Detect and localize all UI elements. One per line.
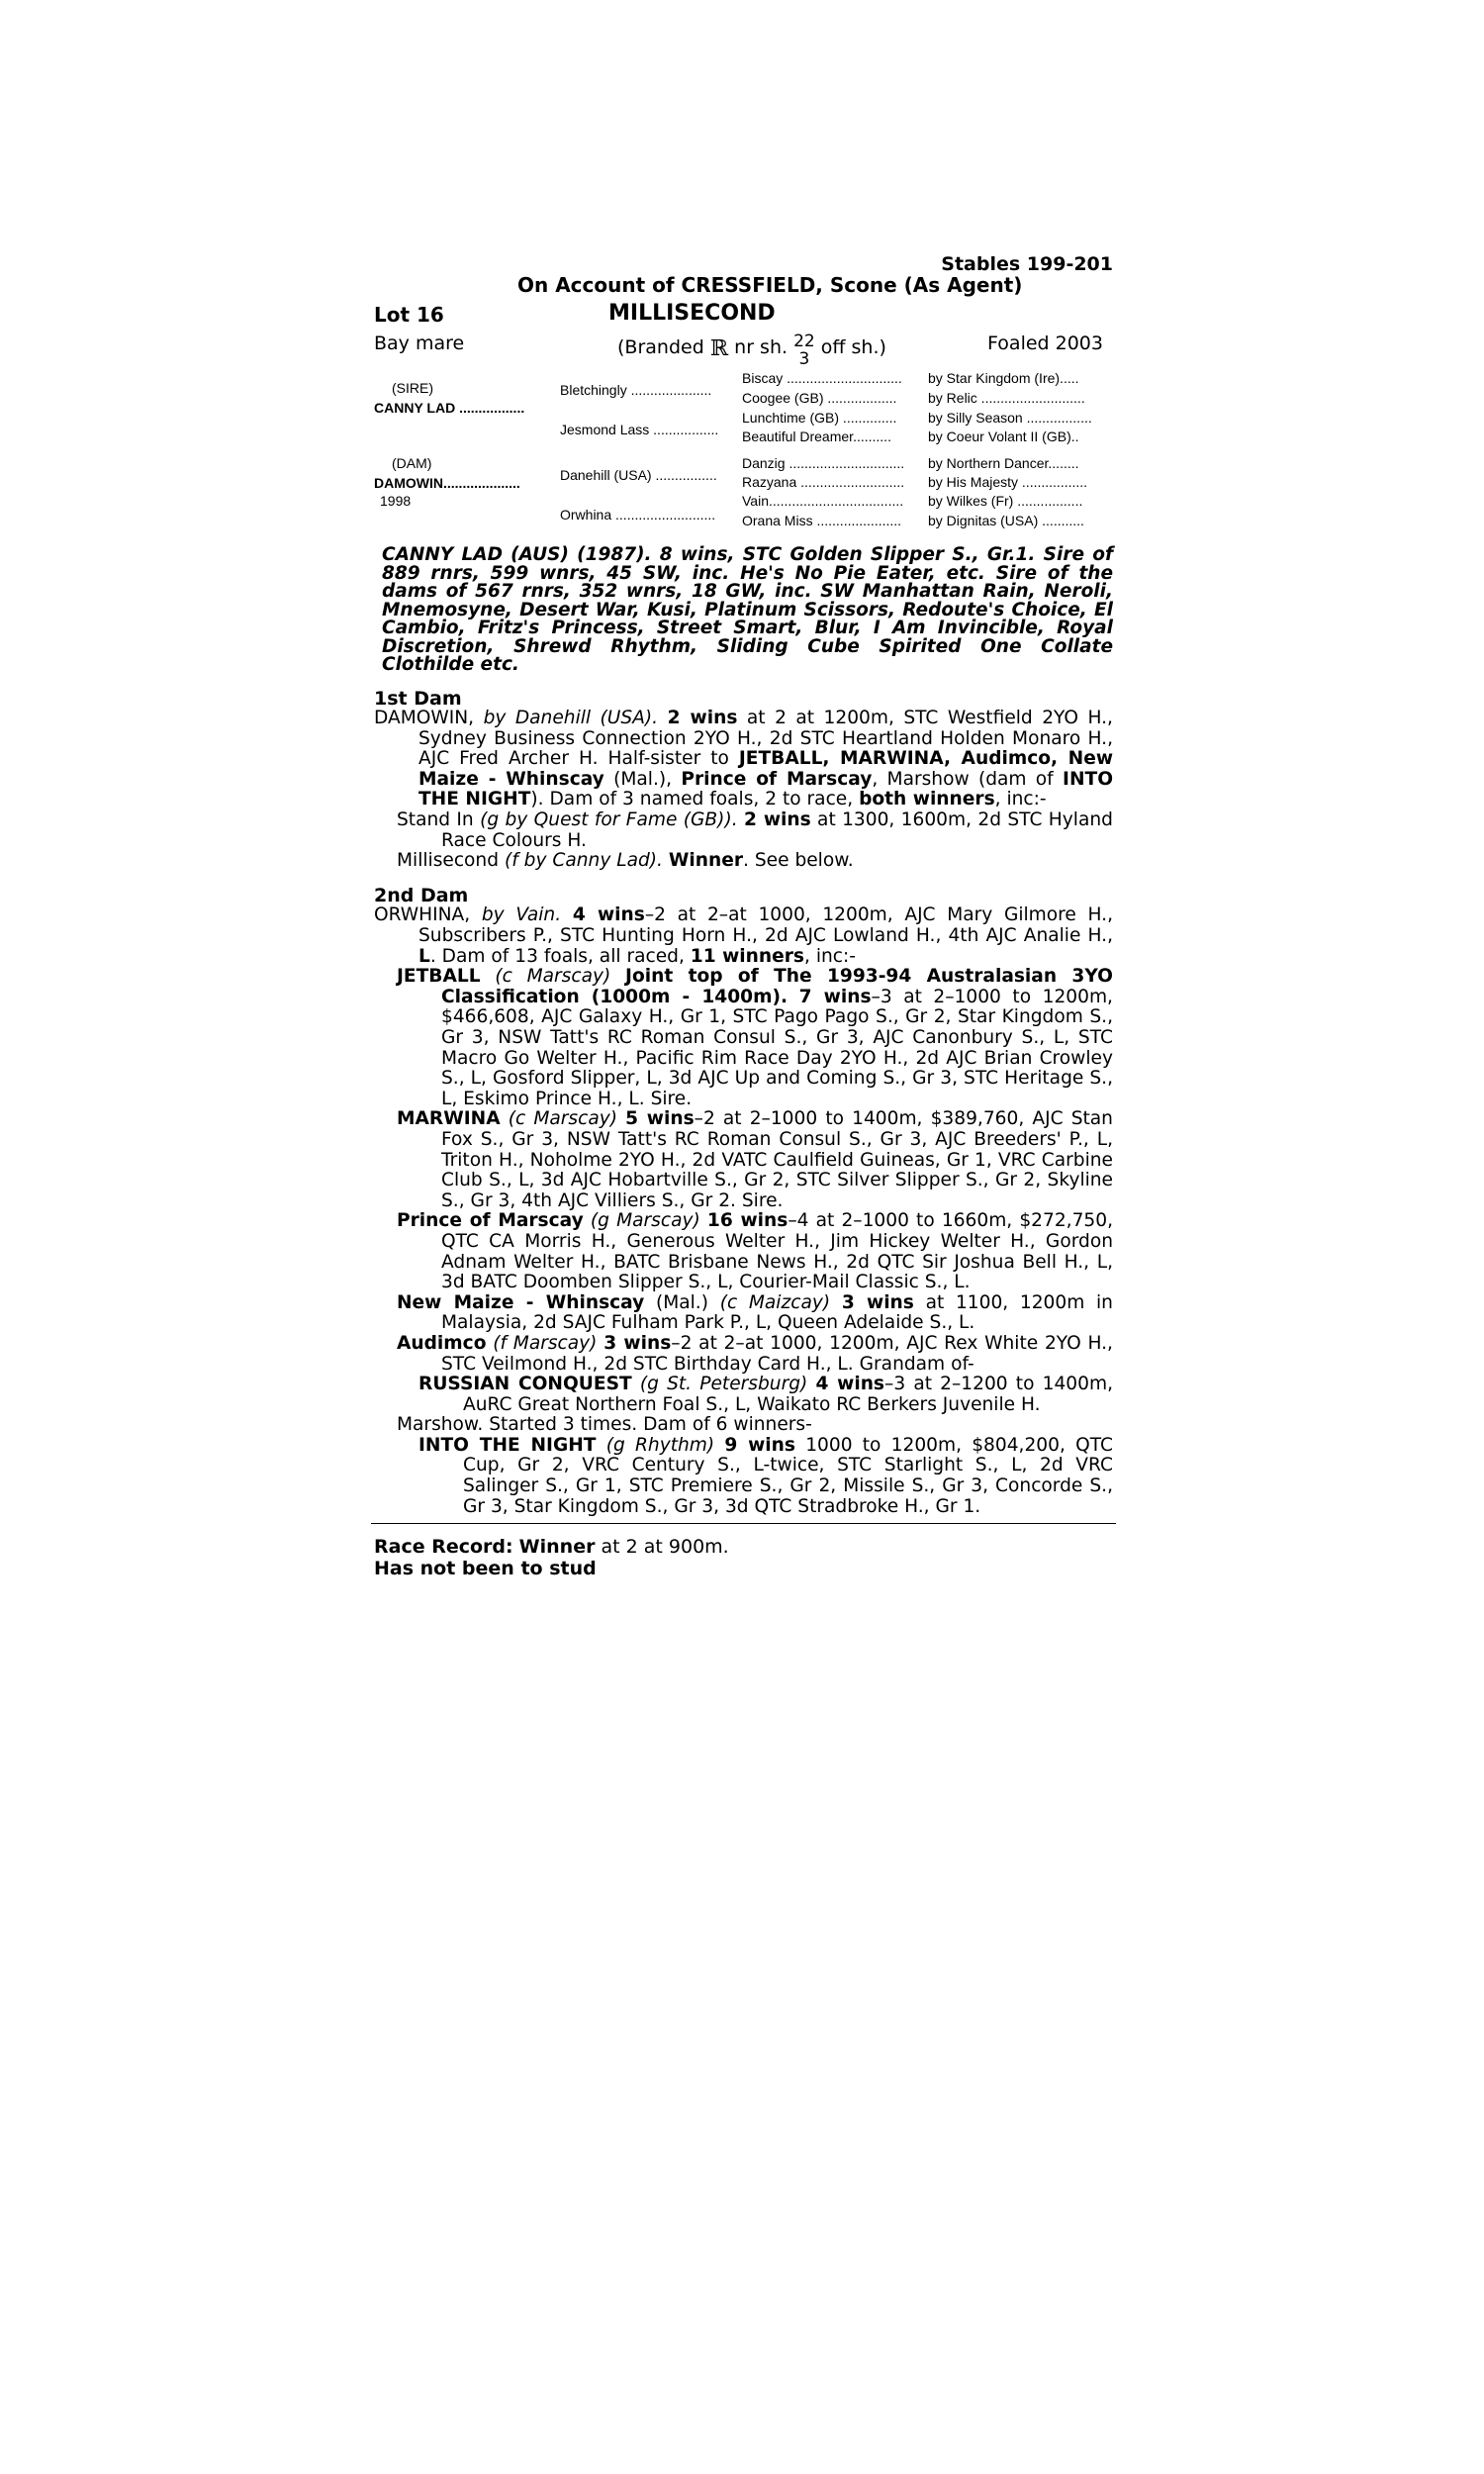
- pedigree-table: [374, 368, 1113, 534]
- orwhina-sire: by Vain.: [481, 904, 562, 926]
- damowin-text4: , inc:-: [994, 789, 1047, 810]
- damowin-prince: Prince of Marscay: [681, 768, 873, 790]
- jetball-name: JETBALL: [397, 966, 481, 988]
- russian-entry: [374, 1375, 1113, 1415]
- audimco-entry: [374, 1334, 1113, 1375]
- race-record-text: at 2 at 900m.: [601, 1536, 729, 1559]
- jetball-classification: Joint top of The 1993-94 Australasian 3YO Classification (1000m - 1400m).: [441, 966, 1113, 1007]
- gen3-7-text: Vain: [742, 493, 769, 509]
- gen4-4: by Coeur Volant II (GB)..: [928, 428, 1079, 444]
- prince-entry: [374, 1211, 1113, 1292]
- gen3-3-text: Lunchtime (GB): [742, 410, 840, 426]
- orwhina-entry: [374, 905, 1113, 967]
- russian-text: –3 at 2–1200 to 1400m, AuRC Great Northern Foal S., L, Waikato RC Berkers Juvenile H.: [463, 1374, 1113, 1415]
- dam-year: 1998: [380, 493, 412, 509]
- gen3-2: Coogee (GB) ..................: [742, 390, 897, 406]
- second-dam-section: [374, 886, 1113, 1517]
- dam-name-text: DAMOWIN: [374, 475, 443, 491]
- gen3-3: Lunchtime (GB) ..............: [742, 410, 897, 426]
- audimco-text: –2 at 2–at 1000, 1200m, AJC Rex White 2YO H., STC Veilmond H., 2d STC Birthday Card H., L. Grandam of-: [441, 1332, 1113, 1375]
- russian-pedigree: (g St. Petersburg): [639, 1374, 808, 1395]
- millisecond-pedigree: (f by Canny Lad).: [504, 850, 663, 872]
- damowin-both: both winners: [859, 789, 995, 810]
- gen3-4: Beautiful Dreamer..........: [742, 428, 891, 444]
- jetball-pedigree: (c Marscay): [495, 966, 611, 988]
- gen3-2-text: Coogee (GB): [742, 390, 824, 406]
- standin-pedigree: (g by Quest for Fame (GB)).: [480, 809, 738, 831]
- sire-sire: Bletchingly .....................: [560, 382, 712, 398]
- prince-pedigree: (g Marscay): [590, 1210, 700, 1232]
- stables-number: Stables 199-201: [941, 253, 1113, 275]
- first-dam-section: [374, 689, 1113, 872]
- orwhina-listed: L: [418, 945, 430, 967]
- description-row: [374, 327, 1113, 369]
- gen4-3-text: by Silly Season: [928, 410, 1023, 426]
- sire-summary: CANNY LAD (AUS) (1987). 8 wins, STC Golden Slipper S., Gr.1. Sire of 889 rnrs, 599 wnrs, 45 SW, inc. He's No Pie Eater, etc. Sire of the dams of 567 rnrs, 352 wnrs, 18 GW, inc. SW Manhattan Rain, Neroli, Mnemosyne, Desert War, Kusi, Platinum Scissors, Redoute's Choice, El Cambio, Fritz's Princess, Street Smart, Blur, I Am Invincible, Royal Discretion, Shrewd Rhythm, Sliding Cube Spirited One Collate Clothilde etc.: [382, 544, 1113, 675]
- lot-number: Lot 16: [374, 303, 444, 327]
- gen4-1: by Star Kingdom (Ire).....: [928, 370, 1079, 386]
- night-wins: 9 wins: [724, 1434, 795, 1456]
- marwina-text: –2 at 2–1000 to 1400m, $389,760, AJC Stan Fox S., Gr 3, NSW Tatt's RC Roman Consul S., Gr 3, AJC Breeders' P., L, Triton H., Noholme 2YO H., 2d VATC Caulfield Guineas, Gr 1, VRC Carbine Club S., L, 3d AJC Hobartville S., Gr 2, STC Silver Slipper S., Gr 2, Skyline S., Gr 3, 4th AJC Villiers S., Gr 2. Sire.: [441, 1108, 1113, 1211]
- damowin-text1: at 2 at 1200m, STC Westfield 2YO H., Sydney Business Connection 2YO H., 2d STC Heartland Holden Monaro H., AJC Fred Archer H. Half-sister to: [418, 708, 1113, 770]
- first-dam-title: 1st Dam: [374, 687, 462, 710]
- gen3-6: Razyana ...........................: [742, 474, 905, 490]
- gen4-3: by Silly Season .................: [928, 410, 1092, 426]
- maize-wins: 3 wins: [841, 1291, 914, 1313]
- russian-name: RUSSIAN CONQUEST: [418, 1374, 632, 1395]
- prince-wins: 16 wins: [706, 1210, 788, 1232]
- marshow-text: Marshow. Started 3 times. Dam of 6 winners-: [397, 1414, 812, 1436]
- marwina-pedigree: (c Marscay): [508, 1108, 617, 1130]
- gen4-5-text: by Northern Dancer: [928, 455, 1049, 471]
- jetball-entry: [374, 967, 1113, 1109]
- catalogue-page: [374, 249, 1113, 1579]
- gen3-1-text: Biscay: [742, 370, 784, 386]
- damowin-sire: by Danehill (USA).: [483, 708, 659, 729]
- millisecond-name: Millisecond: [397, 850, 500, 872]
- audimco-pedigree: (f Marscay): [493, 1332, 598, 1354]
- night-text: 1000 to 1200m, $804,200, QTC Cup, Gr 2, VRC Century S., L-twice, STC Starlight S., L, 2d VRC Salinger S., Gr 1, STC Premiere S., Gr 2, Missile S., Gr 3, Concorde S., Gr 3, Star Kingdom S., Gr 3, 3d QTC Stradbroke H., Gr 1.: [463, 1434, 1113, 1517]
- gen3-7: Vain...................................: [742, 493, 904, 509]
- gen4-2: by Relic ...........................: [928, 390, 1085, 406]
- dam-dam: Orwhina ..........................: [560, 507, 716, 523]
- jetball-wins: 7 wins: [798, 986, 872, 1007]
- night-pedigree: (g Rhythm): [605, 1434, 715, 1456]
- damowin-entry: [374, 709, 1113, 810]
- dam-label: (DAM): [392, 455, 432, 471]
- vendor-row: [374, 273, 1113, 299]
- russian-wins: 4 wins: [815, 1374, 885, 1395]
- vendor-text: On Account of CRESSFIELD, Scone (As Agent): [517, 273, 1023, 297]
- sire-sire-text: Bletchingly: [560, 382, 627, 398]
- dam-dam-text: Orwhina: [560, 507, 612, 523]
- audimco-wins: 3 wins: [603, 1332, 672, 1354]
- damowin-text3: ). Dam of 3 named foals, 2 to race,: [530, 789, 854, 810]
- gen4-7: by Wilkes (Fr) .................: [928, 493, 1083, 509]
- foaled-year: Foaled 2003: [987, 333, 1103, 354]
- stud-status: Has not been to stud: [374, 1558, 597, 1580]
- night-name: INTO THE NIGHT: [418, 1434, 597, 1456]
- gen4-8-text: by Dignitas (USA): [928, 513, 1039, 528]
- gen3-8: Orana Miss ......................: [742, 513, 902, 528]
- maize-name: New Maize - Whinscay: [397, 1291, 645, 1313]
- damowin-mal: (Mal.),: [613, 768, 673, 790]
- sire-name-text: CANNY LAD: [374, 400, 456, 416]
- prince-name: Prince of Marscay: [397, 1210, 584, 1232]
- standin-name: Stand In: [397, 809, 474, 831]
- stables-row: [374, 249, 1113, 273]
- brand-number-top: 22: [793, 332, 815, 351]
- lot-row: [374, 299, 1113, 327]
- horse-name: MILLISECOND: [608, 301, 776, 326]
- gen3-8-text: Orana Miss: [742, 513, 813, 528]
- colour-sex: Bay mare: [374, 333, 465, 354]
- standin-wins: 2 wins: [743, 809, 811, 831]
- standin-text: at 1300, 1600m, 2d STC Hyland Race Colours H.: [441, 809, 1113, 851]
- millisecond-text: . See below.: [743, 850, 854, 872]
- orwhina-winners: 11 winners: [690, 945, 805, 967]
- damowin-name: DAMOWIN,: [374, 708, 475, 729]
- race-record: [374, 1536, 1113, 1558]
- dam-sire-text: Danehill (USA): [560, 467, 652, 483]
- gen3-6-text: Razyana: [742, 474, 797, 490]
- orwhina-wins: 4 wins: [572, 904, 645, 926]
- marwina-entry: [374, 1109, 1113, 1211]
- brand-mid: nr sh.: [734, 336, 788, 358]
- millisecond-entry: [374, 851, 1113, 872]
- audimco-name: Audimco: [397, 1332, 487, 1354]
- dam-sire: Danehill (USA) ................: [560, 467, 717, 483]
- gen4-2-text: by Relic: [928, 390, 977, 406]
- gen4-7-text: by Wilkes (Fr): [928, 493, 1014, 509]
- orwhina-text3: , inc:-: [804, 945, 856, 967]
- brand-description: [617, 333, 886, 368]
- race-record-label: Race Record:: [374, 1536, 513, 1559]
- gen4-5: by Northern Dancer........: [928, 455, 1079, 471]
- footer: [374, 1536, 1113, 1579]
- orwhina-text1: –2 at 2–at 1000, 1200m, AJC Mary Gilmore H., Subscribers P., STC Hunting Horn H., 2d AJC Lowland H., 4th AJC Analie H.,: [418, 904, 1113, 947]
- millisecond-winner: Winner: [668, 850, 744, 872]
- orwhina-name: ORWHINA,: [374, 904, 471, 926]
- maize-mal: (Mal.): [655, 1291, 708, 1313]
- gen3-4-text: Beautiful Dreamer: [742, 428, 854, 444]
- damowin-text2: , Marshow (dam of: [872, 768, 1054, 790]
- orwhina-text2: . Dam of 13 foals, all raced,: [429, 945, 685, 967]
- damowin-sisters: JETBALL, MARWINA, Audimco, New Maize - Whinscay: [418, 748, 1113, 790]
- damowin-wins: 2 wins: [667, 708, 738, 729]
- gen3-5: Danzig ..............................: [742, 455, 905, 471]
- maize-entry: [374, 1293, 1113, 1334]
- gen3-1: Biscay ..............................: [742, 370, 902, 386]
- maize-text: at 1100, 1200m in Malaysia, 2d SAJC Fulham Park P., L, Queen Adelaide S., L.: [441, 1291, 1113, 1334]
- night-entry: [374, 1436, 1113, 1517]
- brand-number: [793, 333, 815, 368]
- jetball-text: –3 at 2–1000 to 1200m, $466,608, AJC Galaxy H., Gr 1, STC Pago Pago S., Gr 2, Star Kingdom S., Gr 3, NSW Tatt's RC Roman Consul S., Gr 3, AJC Canonbury S., L, STC Macro Go Welter H., Pacific Rim Race Day 2YO H., 2d AJC Brian Crowley S., L, Gosford Slipper, L, 3d AJC Up and Coming S., Gr 3, STC Heritage S., L, Eskimo Prince H., L. Sire.: [441, 986, 1113, 1109]
- damowin-night: INTO THE NIGHT: [418, 768, 1114, 810]
- sire-label: (SIRE): [392, 380, 433, 396]
- brand-symbol-icon: ℝ: [709, 336, 729, 361]
- race-record-winner: Winner: [518, 1536, 596, 1559]
- sire-dam-text: Jesmond Lass: [560, 422, 650, 437]
- brand-pre: (Branded: [617, 336, 704, 358]
- second-dam-title: 2nd Dam: [374, 884, 469, 906]
- maize-pedigree: (c Maizcay): [719, 1291, 831, 1313]
- marwina-wins: 5 wins: [625, 1108, 695, 1130]
- dam-name: DAMOWIN....................: [374, 475, 520, 491]
- prince-text: –4 at 2–1000 to 1660m, $272,750, QTC CA Morris H., Generous Welter H., Jim Hickey Welter H., Gordon Adnam Welter H., BATC Brisbane News H., 2d QTC Sir Joshua Bell H., L, 3d BATC Doomben Slipper S., L, Courier-Mail Classic S., L.: [441, 1210, 1113, 1293]
- divider-line: [371, 1523, 1116, 1524]
- brand-post: off sh.): [820, 336, 886, 358]
- sire-name: CANNY LAD .................: [374, 400, 525, 416]
- gen4-6: by His Majesty .................: [928, 474, 1088, 490]
- marshow-entry: [374, 1415, 1113, 1436]
- standin-entry: [374, 810, 1113, 851]
- gen3-5-text: Danzig: [742, 455, 786, 471]
- sire-dam: Jesmond Lass .................: [560, 422, 719, 437]
- gen4-6-text: by His Majesty: [928, 474, 1019, 490]
- brand-number-bottom: 3: [798, 349, 810, 369]
- gen4-8: by Dignitas (USA) ...........: [928, 513, 1084, 528]
- marwina-name: MARWINA: [397, 1108, 501, 1130]
